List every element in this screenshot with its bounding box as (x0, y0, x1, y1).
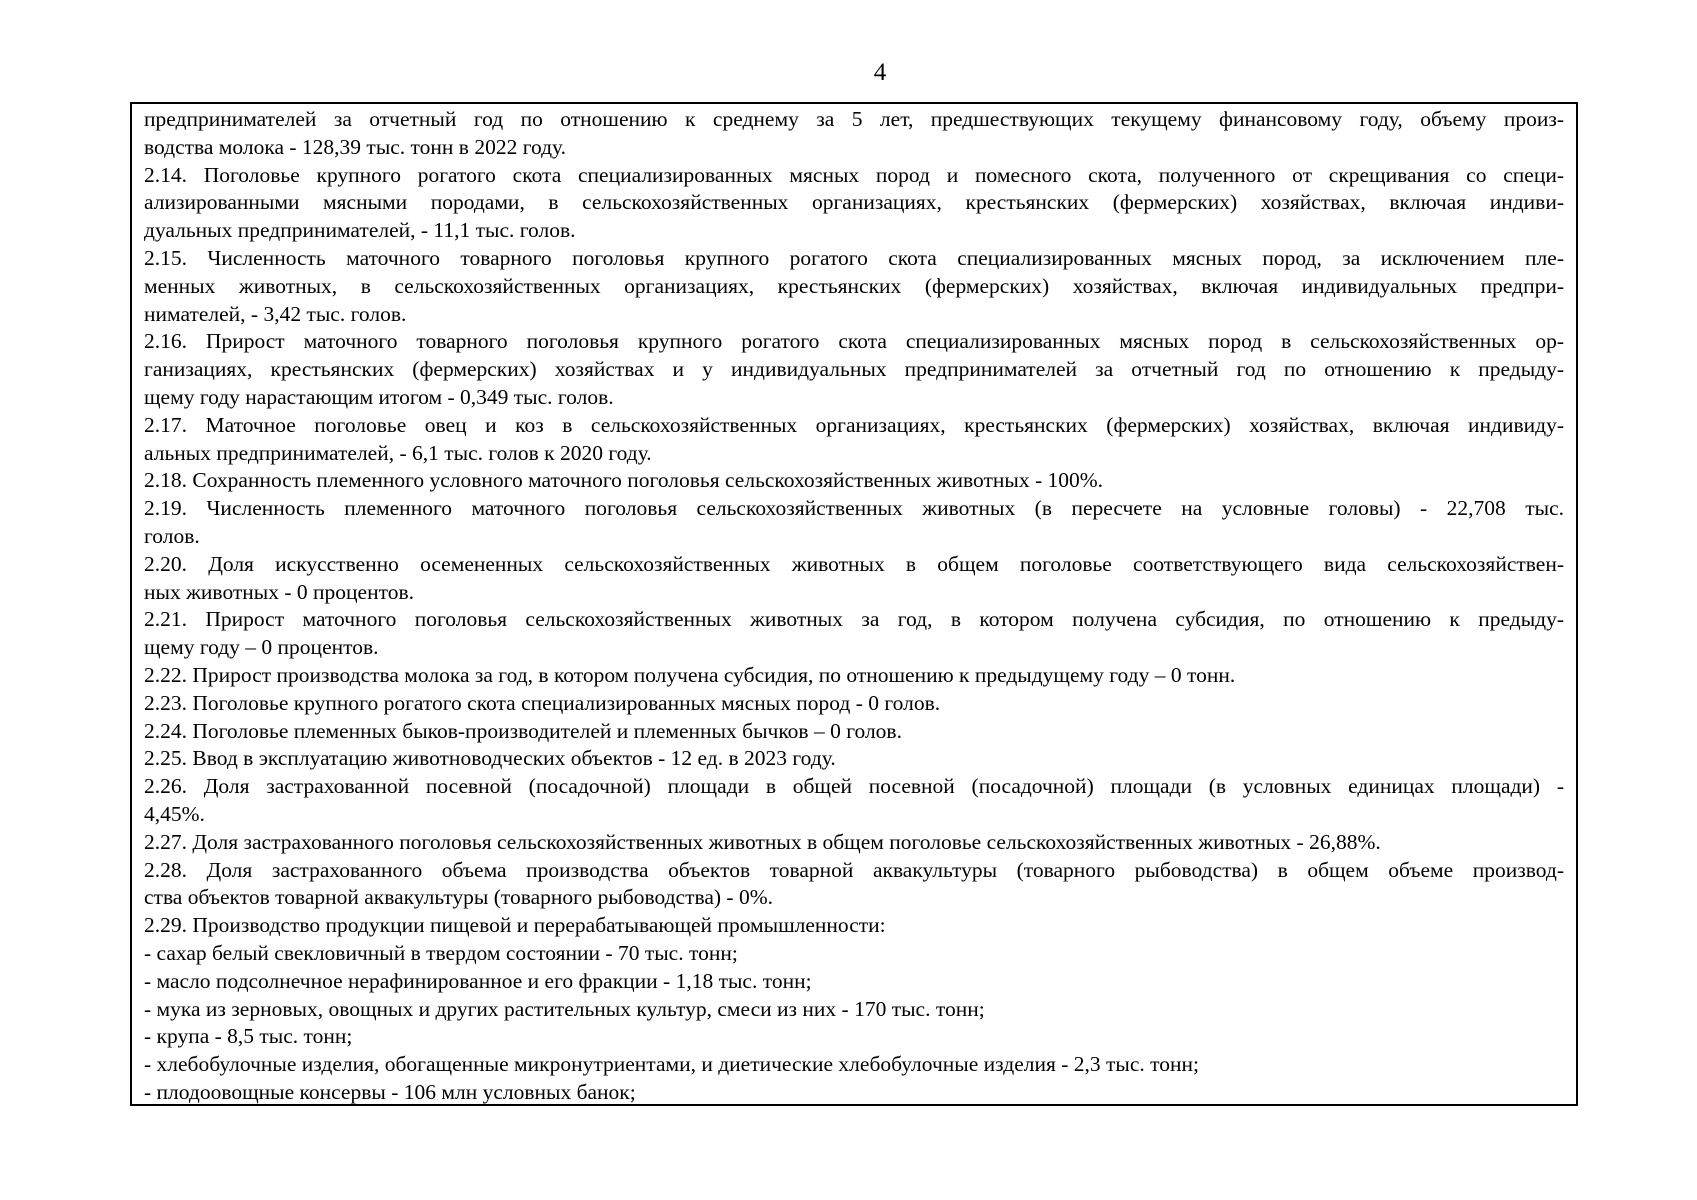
document-text-frame (130, 102, 1578, 1106)
text-line: голов. (144, 523, 200, 548)
text-line: щему году нарастающим итогом - 0,349 тыс. голов. (144, 384, 614, 409)
text-line: - масло подсолнечное нерафинированное и его фракции - 1,18 тыс. тонн; (144, 968, 812, 993)
text-line: 4,45%. (144, 801, 205, 826)
text-line: 2.18. Сохранность племенного условного маточного поголовья сельскохозяйственных животных - 100%. (144, 468, 1104, 493)
text-line: щему году – 0 процентов. (144, 635, 379, 660)
text-line: 2.26. Доля застрахованной посевной (посадочной) площади в общей посевной (посадочной) площади (в условных единицах площади) - (144, 774, 1564, 799)
text-line: ных животных - 0 процентов. (144, 579, 414, 604)
text-line: нимателей, - 3,42 тыс. голов. (144, 301, 407, 326)
text-line: ства объектов товарной аквакультуры (товарного рыбоводства) - 0%. (144, 885, 774, 910)
text-line: 2.20. Доля искусственно осемененных сельскохозяйственных животных в общем поголовье соответствующего вида сельскохозяйствен- (144, 551, 1564, 576)
text-line: 2.24. Поголовье племенных быков-производителей и племенных бычков – 0 голов. (144, 718, 902, 743)
text-line: 2.21. Прирост маточного поголовья сельскохозяйственных животных за год, в котором получена субсидия, по отношению к предыду- (144, 607, 1564, 632)
text-line: менных животных, в сельскохозяйственных организациях, крестьянских (фермерских) хозяйствах, включая индивидуальных предпри- (144, 273, 1564, 298)
text-line: дуальных предпринимателей, - 11,1 тыс. голов. (144, 218, 576, 243)
text-line: - крупа - 8,5 тыс. тонн; (144, 1024, 353, 1049)
text-line: 2.22. Прирост производства молока за год, в котором получена субсидия, по отношению к предыдущему году – 0 тонн. (144, 662, 1236, 687)
text-line: 2.23. Поголовье крупного рогатого скота специализированных мясных пород - 0 голов. (144, 690, 941, 715)
text-line: 2.28. Доля застрахованного объема производства объектов товарной аквакультуры (товарного рыбоводства) в общем объеме производ- (144, 857, 1564, 882)
text-line: 2.27. Доля застрахованного поголовья сельскохозяйственных животных в общем поголовье сельскохозяйственных животных - 26,88%. (144, 829, 1381, 854)
text-line: 2.17. Маточное поголовье овец и коз в сельскохозяйственных организациях, крестьянских (фермерских) хозяйствах, включая индивиду- (144, 412, 1564, 437)
page-number: 4 (873, 59, 887, 86)
text-line: - мука из зерновых, овощных и других растительных культур, смеси из них - 170 тыс. тонн; (144, 996, 985, 1021)
text-line: ализированными мясными породами, в сельскохозяйственных организациях, крестьянских (фермерских) хозяйствах, включая индиви- (144, 190, 1564, 215)
text-line: 2.14. Поголовье крупного рогатого скота специализированных мясных пород и помесного скота, полученного от скрещивания со специ- (144, 162, 1564, 187)
text-line: - хлебобулочные изделия, обогащенные микронутриентами, и диетические хлебобулочные изделия - 2,3 тыс. тонн; (144, 1052, 1200, 1077)
text-line: 2.29. Производство продукции пищевой и перерабатывающей промышленности: (144, 913, 886, 938)
text-line: - плодоовощные консервы - 106 млн условных банок; (144, 1079, 636, 1104)
text-line: ганизациях, крестьянских (фермерских) хозяйствах и у индивидуальных предпринимателей за отчетный год по отношению к предыду- (144, 357, 1564, 382)
text-line: 2.16. Прирост маточного товарного поголовья крупного рогатого скота специализированных мясных пород в сельскохозяйственных ор- (144, 329, 1564, 354)
text-line: 2.25. Ввод в эксплуатацию животноводческих объектов - 12 ед. в 2023 году. (144, 746, 836, 771)
text-line: 2.15. Численность маточного товарного поголовья крупного рогатого скота специализированных мясных пород, за исключением пле- (144, 245, 1564, 270)
text-line: водства молока - 128,39 тыс. тонн в 2022 году. (144, 134, 567, 159)
text-line: 2.19. Численность племенного маточного поголовья сельскохозяйственных животных (в пересчете на условные головы) - 22,708 тыс. (144, 496, 1564, 521)
text-line: предпринимателей за отчетный год по отношению к среднему за 5 лет, предшествующих текущему финансовому году, объему произ- (144, 107, 1564, 131)
text-line: альных предпринимателей, - 6,1 тыс. голов к 2020 году. (144, 440, 652, 465)
text-line: - сахар белый свекловичный в твердом состоянии - 70 тыс. тонн; (144, 940, 738, 965)
